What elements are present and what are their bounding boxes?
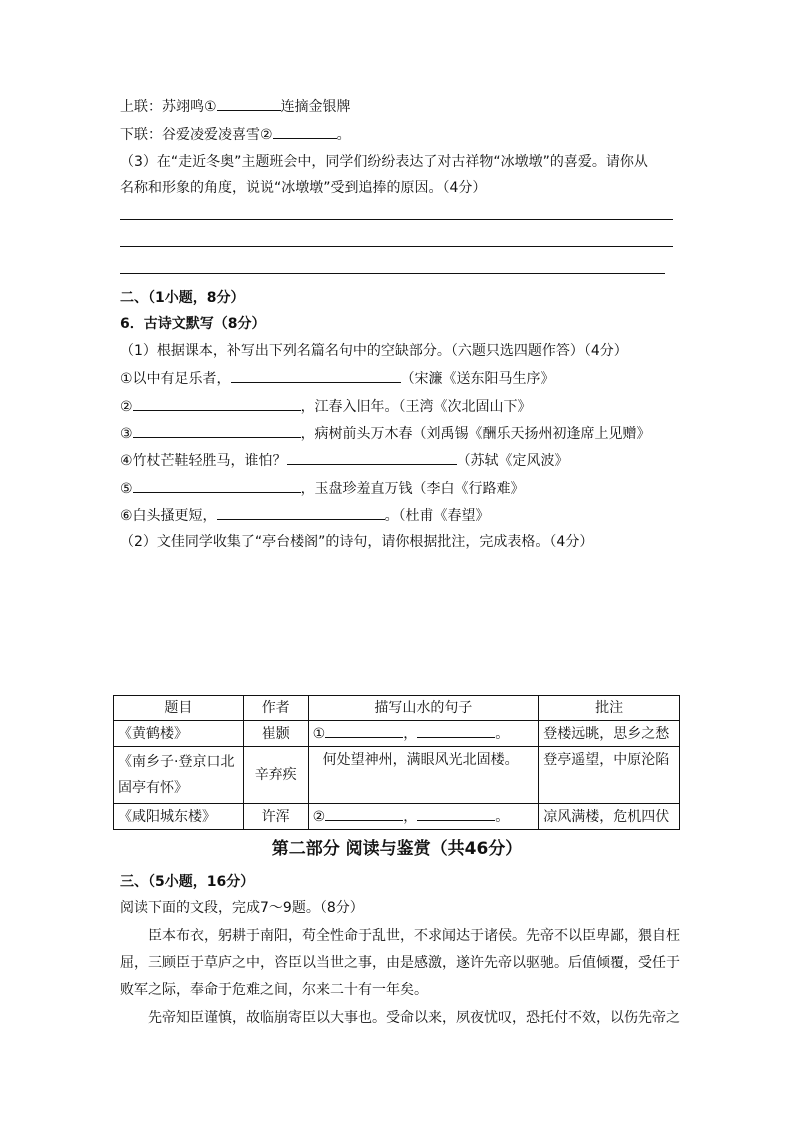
q3-line-1: （3）在“走近冬奥”主题班会中，同学们纷纷表达了对古祥物“冰墩墩”的喜爱。请你从 xyxy=(120,154,648,170)
row-line-pre: ① xyxy=(312,726,326,742)
section-3-title: 三、（5小题，16分） xyxy=(120,874,255,890)
row-author: 辛弃疾 xyxy=(243,747,308,804)
row-line: 何处望神州，满眼风光北固楼。 xyxy=(322,752,519,768)
q6-item-5-blank[interactable] xyxy=(133,478,301,493)
couplet-lower-text: 下联：谷爱凌爱凌喜雪② xyxy=(120,127,273,143)
header-lines: 描写山水的句子 xyxy=(308,696,539,721)
q6-item-2-blank[interactable] xyxy=(133,396,301,411)
q6-item-6 xyxy=(120,505,490,526)
q6-item-1-pre: ①以中有足乐者， xyxy=(120,371,231,387)
passage-para-2-line-1: 先帝知臣谨慎，故临崩寄臣以大事也。受命以来，夙夜忧叹，恐托付不效，以伤先帝之 xyxy=(148,1010,680,1026)
q6-item-1-post: （宋濂《送东阳马生序》 xyxy=(400,371,555,387)
row-lines xyxy=(308,804,539,830)
passage-para-1-line-1: 臣本布衣，躬耕于南阳，苟全性命于乱世，不求闻达于诸侯。先帝不以臣卑鄙，猥自枉 xyxy=(148,928,680,944)
poem-table xyxy=(113,695,680,830)
table-blank-1b[interactable] xyxy=(417,723,495,738)
row-line-end: 。 xyxy=(495,726,510,742)
row-title: 《咸阳城东楼》 xyxy=(114,804,244,830)
q6-item-4 xyxy=(120,450,569,471)
q6-part-2: （2）文佳同学收集了“亭台楼阁”的诗句，请你根据批注，完成表格。（4分） xyxy=(120,534,594,550)
q6-item-3-post: ，病树前头万木春（刘禹锡《酬乐天扬州初逢席上见赠》 xyxy=(300,426,651,442)
q6-item-3 xyxy=(120,423,651,444)
row-note: 凉风满楼，危机四伏 xyxy=(539,804,680,830)
header-note: 批注 xyxy=(539,696,680,721)
table-blank-2b[interactable] xyxy=(417,806,495,821)
table-row xyxy=(114,721,680,747)
row-note: 登亭遥望，中原沦陷 xyxy=(539,747,680,804)
table-row xyxy=(114,804,680,830)
row-author: 崔颢 xyxy=(243,721,308,747)
part-2-heading: 第二部分 阅读与鉴赏（共46分） xyxy=(271,839,523,859)
couplet-upper-text: 上联：苏翊鸣① xyxy=(120,99,217,115)
q6-item-2-post: ，江春入旧年。（王湾《次北固山下》 xyxy=(300,399,532,415)
couplet-blank-1[interactable] xyxy=(217,96,281,111)
row-title: 《南乡子·登京口北固亭有怀》 xyxy=(114,747,244,804)
q6-item-6-pre: ⑥白头搔更短， xyxy=(120,508,217,524)
answer-line-1[interactable] xyxy=(120,219,673,220)
q6-item-4-blank[interactable] xyxy=(287,450,457,465)
row-note: 登楼远眺，思乡之愁 xyxy=(539,721,680,747)
q6-item-5-pre: ⑤ xyxy=(120,481,133,497)
answer-line-2[interactable] xyxy=(120,246,673,247)
row-author: 许浑 xyxy=(243,804,308,830)
passage-para-1-line-3: 败军之际，奉命于危难之间，尔来二十有一年矣。 xyxy=(120,982,428,998)
table-row xyxy=(114,747,680,804)
answer-line-3[interactable] xyxy=(120,273,665,274)
couplet-lower xyxy=(120,124,351,145)
q6-item-5-post: ，玉盘珍羞直万钱（李白《行路难》 xyxy=(300,481,525,497)
section-3-intro: 阅读下面的文段，完成7～9题。（8分） xyxy=(120,900,364,916)
q6-item-2 xyxy=(120,396,532,417)
q6-intro: （1）根据课本，补写出下列名篇名句中的空缺部分。（六题只选四题作答）（4分） xyxy=(120,343,628,359)
header-title: 题目 xyxy=(114,696,244,721)
q6-item-6-post: 。（杜甫《春望》 xyxy=(384,508,490,524)
couplet-lower-tail: 。 xyxy=(336,127,351,143)
q6-item-3-pre: ③ xyxy=(120,426,133,442)
q6-item-6-blank[interactable] xyxy=(217,505,385,520)
couplet-upper-tail: 连摘金银牌 xyxy=(280,99,351,115)
q3-line-2: 名称和形象的角度，说说“冰墩墩”受到追捧的原因。（4分） xyxy=(120,180,487,196)
q6-item-4-pre: ④竹杖芒鞋轻胜马，谁怕？ xyxy=(120,453,287,469)
row-line-mid: ， xyxy=(403,726,418,742)
row-lines xyxy=(308,721,539,747)
row-title: 《黄鹤楼》 xyxy=(114,721,244,747)
q6-item-1-blank[interactable] xyxy=(231,368,401,383)
section-2-title: 二、（1小题，8分） xyxy=(120,290,245,306)
couplet-blank-2[interactable] xyxy=(273,124,337,139)
table-blank-2a[interactable] xyxy=(325,806,403,821)
row-lines xyxy=(308,747,539,804)
q6-item-3-blank[interactable] xyxy=(133,423,301,438)
q6-item-4-post: （苏轼《定风波》 xyxy=(456,453,569,469)
couplet-upper xyxy=(120,96,351,117)
row-line-mid: ， xyxy=(403,809,418,825)
row-line-end: 。 xyxy=(495,809,510,825)
q6-item-5 xyxy=(120,478,525,499)
row-line-pre: ② xyxy=(312,809,326,825)
q6-title: 6．古诗文默写（8分） xyxy=(120,316,266,332)
header-author: 作者 xyxy=(243,696,308,721)
q6-item-1 xyxy=(120,368,555,389)
table-header-row xyxy=(114,696,680,721)
q6-item-2-pre: ② xyxy=(120,399,133,415)
passage-para-1-line-2: 屈，三顾臣于草庐之中，咨臣以当世之事，由是感激，遂许先帝以驱驰。后值倾覆，受任于 xyxy=(120,955,680,971)
table-blank-1a[interactable] xyxy=(325,723,403,738)
